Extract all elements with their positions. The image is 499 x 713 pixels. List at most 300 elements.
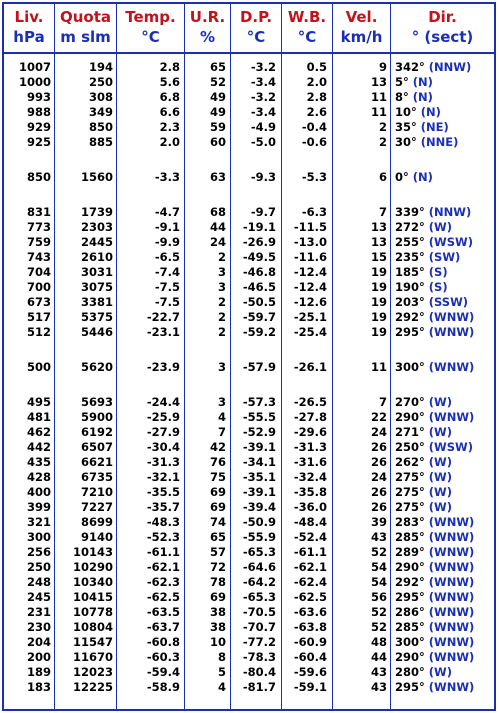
cell-direction	[395, 395, 452, 410]
cell-liv: 245	[26, 590, 51, 604]
header-temp: Temp. °C	[125, 8, 176, 46]
cell-vel: 43	[370, 530, 387, 544]
cell-ur: 60	[209, 135, 226, 149]
cell-ur: 10	[209, 635, 226, 649]
cell-liv: 300	[26, 530, 51, 544]
cell-dp: -78.3	[242, 650, 276, 664]
cell-quota: 308	[88, 90, 113, 104]
direction-degrees: 203°	[395, 295, 425, 309]
cell-dp: -59.2	[242, 325, 276, 339]
cell-temp: -22.7	[146, 310, 180, 324]
cell-ur: 69	[209, 590, 226, 604]
cell-direction	[395, 105, 441, 120]
direction-sector: (W)	[428, 665, 452, 679]
cell-quota: 3381	[80, 295, 113, 309]
cell-direction	[395, 410, 474, 425]
table-row	[4, 620, 494, 635]
direction-sector: (WNW)	[428, 410, 475, 424]
direction-degrees: 262°	[395, 455, 425, 469]
cell-vel: 54	[370, 575, 387, 589]
cell-wb: -62.1	[293, 560, 327, 574]
table-row	[4, 560, 494, 575]
cell-ur: 8	[217, 650, 226, 664]
table-row	[4, 235, 494, 250]
cell-wb: -12.4	[293, 265, 327, 279]
cell-dp: -9.3	[250, 170, 276, 184]
cell-wb: -62.5	[293, 590, 327, 604]
cell-ur: 59	[209, 120, 226, 134]
cell-wb: -59.6	[293, 665, 327, 679]
direction-degrees: 190°	[395, 280, 425, 294]
cell-liv: 200	[26, 650, 51, 664]
cell-dp: -34.1	[242, 455, 276, 469]
cell-quota: 10340	[72, 575, 113, 589]
table-row	[4, 105, 494, 120]
table-row	[4, 425, 494, 440]
table-row	[4, 220, 494, 235]
cell-direction	[395, 650, 474, 665]
cell-quota: 1560	[80, 170, 113, 184]
cell-wb: -35.8	[293, 485, 327, 499]
cell-wb: -0.4	[301, 120, 327, 134]
cell-ur: 65	[209, 530, 226, 544]
cell-direction	[395, 75, 433, 90]
direction-sector: (WNW)	[428, 575, 475, 589]
cell-dp: -64.2	[242, 575, 276, 589]
direction-sector: (NNW)	[428, 60, 472, 74]
cell-direction	[395, 620, 474, 635]
cell-direction	[395, 575, 474, 590]
table-row	[4, 455, 494, 470]
cell-vel: 13	[370, 235, 387, 249]
cell-liv: 704	[26, 265, 51, 279]
direction-degrees: 289°	[395, 545, 425, 559]
direction-degrees: 255°	[395, 235, 425, 249]
cell-wb: -12.6	[293, 295, 327, 309]
direction-sector: (WNW)	[428, 560, 475, 574]
direction-degrees: 272°	[395, 220, 425, 234]
cell-wb: -31.3	[293, 440, 327, 454]
direction-degrees: 295°	[395, 680, 425, 694]
cell-wb: 2.6	[306, 105, 327, 119]
cell-liv: 759	[26, 235, 51, 249]
cell-dp: -39.1	[242, 485, 276, 499]
cell-temp: 2.3	[159, 120, 180, 134]
cell-direction	[395, 220, 452, 235]
direction-sector: (W)	[428, 485, 452, 499]
cell-temp: -24.4	[146, 395, 180, 409]
cell-ur: 74	[209, 515, 226, 529]
cell-wb: -26.1	[293, 360, 327, 374]
cell-temp: -7.5	[154, 295, 180, 309]
direction-sector: (NNW)	[428, 205, 472, 219]
table-row	[4, 575, 494, 590]
table-row	[4, 530, 494, 545]
cell-liv: 831	[26, 205, 51, 219]
cell-dp: -80.4	[242, 665, 276, 679]
cell-quota: 10804	[72, 620, 113, 634]
direction-degrees: 339°	[395, 205, 425, 219]
direction-degrees: 250°	[395, 440, 425, 454]
cell-direction	[395, 485, 452, 500]
table-row	[4, 680, 494, 695]
cell-dp: -3.2	[250, 60, 276, 74]
cell-ur: 2	[217, 250, 226, 264]
direction-degrees: 342°	[395, 60, 425, 74]
cell-vel: 43	[370, 680, 387, 694]
cell-temp: -7.5	[154, 280, 180, 294]
direction-degrees: 295°	[395, 590, 425, 604]
cell-liv: 495	[26, 395, 51, 409]
cell-temp: -62.1	[146, 560, 180, 574]
direction-sector: (WNW)	[428, 620, 475, 634]
table-row	[4, 325, 494, 340]
cell-direction	[395, 425, 452, 440]
cell-ur: 76	[209, 455, 226, 469]
table-row	[4, 395, 494, 410]
cell-quota: 3075	[80, 280, 113, 294]
cell-vel: 54	[370, 560, 387, 574]
direction-sector: (NE)	[420, 120, 449, 134]
direction-degrees: 295°	[395, 325, 425, 339]
cell-temp: -31.3	[146, 455, 180, 469]
cell-quota: 6507	[80, 440, 113, 454]
cell-wb: -36.0	[293, 500, 327, 514]
cell-quota: 7227	[80, 500, 113, 514]
cell-direction	[395, 680, 474, 695]
cell-ur: 68	[209, 205, 226, 219]
direction-sector: (WNW)	[428, 635, 475, 649]
cell-direction	[395, 310, 474, 325]
cell-temp: -30.4	[146, 440, 180, 454]
direction-degrees: 285°	[395, 620, 425, 634]
cell-temp: -60.3	[146, 650, 180, 664]
cell-quota: 10415	[72, 590, 113, 604]
cell-liv: 929	[26, 120, 51, 134]
cell-quota: 6192	[80, 425, 113, 439]
cell-vel: 19	[370, 325, 387, 339]
cell-ur: 2	[217, 295, 226, 309]
direction-sector: (WNW)	[428, 680, 475, 694]
cell-wb: -13.0	[293, 235, 327, 249]
cell-ur: 42	[209, 440, 226, 454]
cell-ur: 24	[209, 235, 226, 249]
direction-degrees: 290°	[395, 410, 425, 424]
cell-quota: 6735	[80, 470, 113, 484]
cell-temp: -6.5	[154, 250, 180, 264]
cell-dp: -52.9	[242, 425, 276, 439]
table-row	[4, 440, 494, 455]
cell-dp: -57.9	[242, 360, 276, 374]
cell-quota: 5620	[80, 360, 113, 374]
direction-sector: (W)	[428, 425, 452, 439]
direction-sector: (WNW)	[428, 325, 475, 339]
cell-dp: -59.7	[242, 310, 276, 324]
cell-vel: 19	[370, 310, 387, 324]
direction-degrees: 8°	[395, 90, 409, 104]
direction-sector: (WNW)	[428, 530, 475, 544]
cell-temp: -4.7	[154, 205, 180, 219]
cell-wb: -61.1	[293, 545, 327, 559]
cell-wb: -27.8	[293, 410, 327, 424]
header-dp: D.P. °C	[239, 8, 273, 46]
cell-vel: 19	[370, 295, 387, 309]
cell-direction	[395, 170, 433, 185]
cell-liv: 183	[26, 680, 51, 694]
cell-liv: 673	[26, 295, 51, 309]
cell-quota: 11670	[72, 650, 113, 664]
cell-temp: -35.7	[146, 500, 180, 514]
cell-dp: -64.6	[242, 560, 276, 574]
direction-degrees: 275°	[395, 470, 425, 484]
cell-vel: 2	[378, 120, 387, 134]
direction-sector: (WSW)	[428, 440, 473, 454]
cell-ur: 49	[209, 105, 226, 119]
cell-vel: 43	[370, 665, 387, 679]
cell-liv: 400	[26, 485, 51, 499]
cell-direction	[395, 135, 458, 150]
cell-direction	[395, 235, 473, 250]
cell-direction	[395, 560, 474, 575]
cell-vel: 24	[370, 470, 387, 484]
cell-liv: 442	[26, 440, 51, 454]
cell-dp: -49.5	[242, 250, 276, 264]
cell-direction	[395, 635, 474, 650]
cell-dp: -55.9	[242, 530, 276, 544]
cell-direction	[395, 205, 471, 220]
cell-temp: -9.9	[154, 235, 180, 249]
cell-ur: 44	[209, 220, 226, 234]
cell-liv: 481	[26, 410, 51, 424]
cell-vel: 13	[370, 75, 387, 89]
table-row	[4, 310, 494, 325]
cell-direction	[395, 455, 452, 470]
cell-ur: 72	[209, 560, 226, 574]
cell-ur: 49	[209, 90, 226, 104]
direction-sector: (WNW)	[428, 360, 475, 374]
cell-quota: 5900	[80, 410, 113, 424]
cell-vel: 26	[370, 440, 387, 454]
cell-liv: 256	[26, 545, 51, 559]
table-row	[4, 280, 494, 295]
cell-ur: 65	[209, 60, 226, 74]
cell-quota: 6621	[80, 455, 113, 469]
cell-quota: 885	[88, 135, 113, 149]
cell-temp: -58.9	[146, 680, 180, 694]
cell-temp: -63.5	[146, 605, 180, 619]
cell-vel: 24	[370, 425, 387, 439]
cell-temp: 2.8	[159, 60, 180, 74]
cell-ur: 2	[217, 325, 226, 339]
header-ur: U.R. %	[189, 8, 226, 46]
table-row	[4, 135, 494, 150]
cell-quota: 10290	[72, 560, 113, 574]
cell-vel: 48	[370, 635, 387, 649]
direction-sector: (WNW)	[428, 605, 475, 619]
cell-vel: 15	[370, 250, 387, 264]
cell-temp: -62.3	[146, 575, 180, 589]
direction-sector: (WNW)	[428, 310, 475, 324]
cell-liv: 743	[26, 250, 51, 264]
cell-vel: 13	[370, 220, 387, 234]
cell-vel: 9	[378, 60, 387, 74]
cell-direction	[395, 440, 473, 455]
cell-dp: -9.7	[250, 205, 276, 219]
cell-wb: -62.4	[293, 575, 327, 589]
cell-liv: 231	[26, 605, 51, 619]
cell-liv: 250	[26, 560, 51, 574]
cell-temp: -35.5	[146, 485, 180, 499]
direction-degrees: 300°	[395, 360, 425, 374]
cell-dp: -55.5	[242, 410, 276, 424]
cell-quota: 349	[88, 105, 113, 119]
direction-degrees: 283°	[395, 515, 425, 529]
cell-vel: 19	[370, 265, 387, 279]
cell-liv: 428	[26, 470, 51, 484]
direction-sector: (N)	[412, 90, 433, 104]
cell-direction	[395, 665, 452, 680]
cell-quota: 2610	[80, 250, 113, 264]
direction-degrees: 285°	[395, 530, 425, 544]
header-dir: Dir. ° (sect)	[411, 8, 474, 46]
table-row	[4, 410, 494, 425]
cell-direction	[395, 470, 452, 485]
cell-temp: -61.1	[146, 545, 180, 559]
cell-quota: 5375	[80, 310, 113, 324]
direction-sector: (WNW)	[428, 545, 475, 559]
cell-direction	[395, 590, 474, 605]
direction-degrees: 275°	[395, 500, 425, 514]
cell-ur: 2	[217, 310, 226, 324]
cell-liv: 700	[26, 280, 51, 294]
cell-quota: 12225	[72, 680, 113, 694]
direction-sector: (S)	[428, 265, 448, 279]
cell-dp: -46.5	[242, 280, 276, 294]
direction-degrees: 290°	[395, 560, 425, 574]
cell-ur: 63	[209, 170, 226, 184]
cell-vel: 11	[370, 90, 387, 104]
cell-wb: -52.4	[293, 530, 327, 544]
cell-quota: 11547	[72, 635, 113, 649]
cell-quota: 3031	[80, 265, 113, 279]
cell-ur: 38	[209, 620, 226, 634]
table-row	[4, 120, 494, 135]
table-row	[4, 665, 494, 680]
table-row	[4, 250, 494, 265]
cell-wb: 0.5	[306, 60, 327, 74]
table-row	[4, 170, 494, 185]
cell-wb: -63.8	[293, 620, 327, 634]
cell-quota: 10778	[72, 605, 113, 619]
direction-degrees: 270°	[395, 395, 425, 409]
cell-vel: 52	[370, 620, 387, 634]
cell-liv: 773	[26, 220, 51, 234]
cell-dp: -3.2	[250, 90, 276, 104]
cell-liv: 850	[26, 170, 51, 184]
cell-quota: 7210	[80, 485, 113, 499]
cell-dp: -35.1	[242, 470, 276, 484]
direction-sector: (W)	[428, 455, 452, 469]
cell-temp: -23.9	[146, 360, 180, 374]
cell-dp: -70.7	[242, 620, 276, 634]
cell-ur: 4	[217, 680, 226, 694]
direction-degrees: 5°	[395, 75, 409, 89]
cell-liv: 1007	[18, 60, 51, 74]
table-row	[4, 470, 494, 485]
cell-quota: 1739	[80, 205, 113, 219]
cell-temp: 6.6	[159, 105, 180, 119]
cell-vel: 11	[370, 360, 387, 374]
cell-vel: 39	[370, 515, 387, 529]
cell-vel: 26	[370, 500, 387, 514]
cell-dp: -77.2	[242, 635, 276, 649]
cell-ur: 3	[217, 360, 226, 374]
direction-sector: (WSW)	[428, 235, 473, 249]
cell-vel: 44	[370, 650, 387, 664]
cell-dp: -39.4	[242, 500, 276, 514]
cell-dp: -46.8	[242, 265, 276, 279]
cell-quota: 12023	[72, 665, 113, 679]
cell-wb: -60.4	[293, 650, 327, 664]
cell-wb: -32.4	[293, 470, 327, 484]
cell-vel: 26	[370, 485, 387, 499]
cell-ur: 3	[217, 265, 226, 279]
cell-wb: -11.6	[293, 250, 327, 264]
header-vel: Vel. km/h	[340, 8, 383, 46]
table-row	[4, 265, 494, 280]
cell-temp: -60.8	[146, 635, 180, 649]
cell-ur: 57	[209, 545, 226, 559]
cell-wb: -59.1	[293, 680, 327, 694]
cell-liv: 321	[26, 515, 51, 529]
table-row	[4, 205, 494, 220]
cell-temp: -63.7	[146, 620, 180, 634]
cell-temp: -3.3	[154, 170, 180, 184]
cell-direction	[395, 250, 460, 265]
cell-ur: 69	[209, 500, 226, 514]
header-wb: W.B. °C	[287, 8, 327, 46]
cell-wb: 2.0	[306, 75, 327, 89]
cell-wb: -12.4	[293, 280, 327, 294]
cell-ur: 3	[217, 280, 226, 294]
direction-sector: (W)	[428, 500, 452, 514]
cell-dp: -26.9	[242, 235, 276, 249]
cell-temp: -59.4	[146, 665, 180, 679]
cell-vel: 7	[378, 395, 387, 409]
cell-wb: -5.3	[301, 170, 327, 184]
cell-quota: 8699	[80, 515, 113, 529]
cell-direction	[395, 545, 474, 560]
cell-wb: -0.6	[301, 135, 327, 149]
cell-ur: 4	[217, 410, 226, 424]
cell-temp: -48.3	[146, 515, 180, 529]
direction-degrees: 292°	[395, 575, 425, 589]
cell-dp: -57.3	[242, 395, 276, 409]
header-quota: Quota m slm	[59, 8, 112, 46]
cell-dp: -50.5	[242, 295, 276, 309]
direction-degrees: 35°	[395, 120, 417, 134]
cell-wb: -11.5	[293, 220, 327, 234]
table-row	[4, 545, 494, 560]
cell-liv: 988	[26, 105, 51, 119]
cell-direction	[395, 120, 449, 135]
table-row	[4, 635, 494, 650]
cell-quota: 2303	[80, 220, 113, 234]
cell-ur: 38	[209, 605, 226, 619]
sounding-table	[2, 2, 496, 711]
cell-direction	[395, 605, 474, 620]
cell-quota: 250	[88, 75, 113, 89]
